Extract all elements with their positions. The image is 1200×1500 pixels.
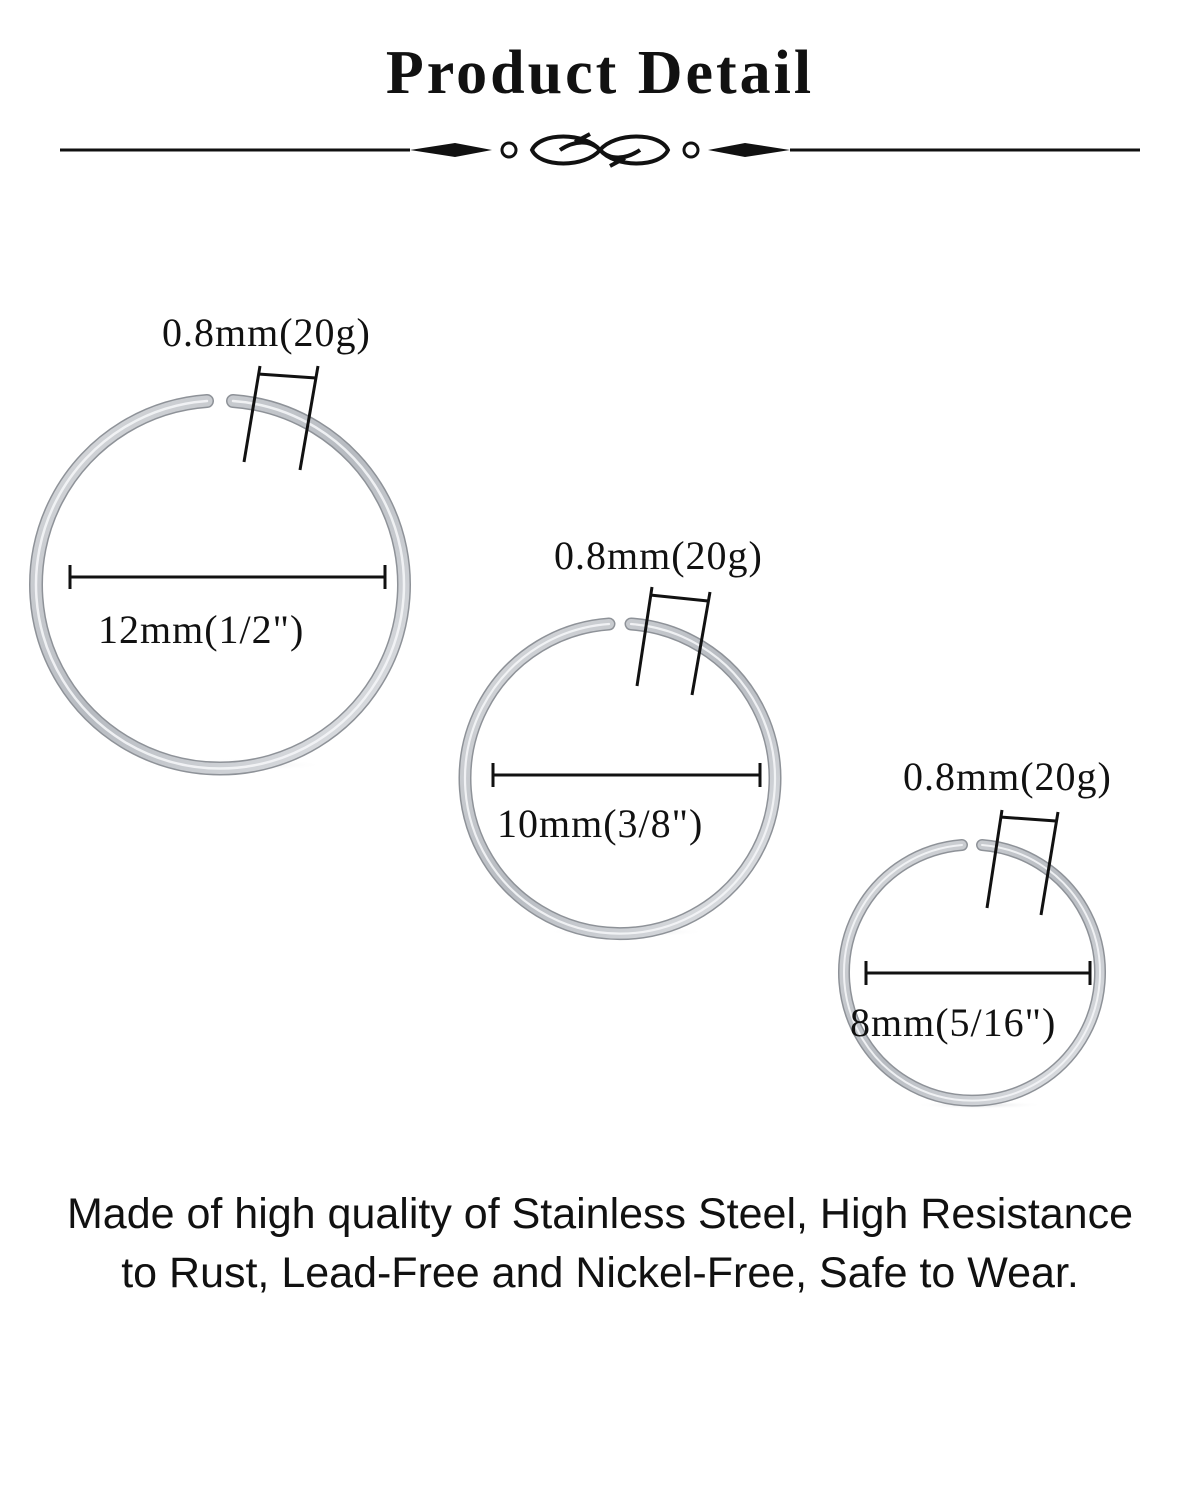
diameter-label-small: 8mm(5/16") <box>850 1000 1057 1045</box>
gauge-label-large: 0.8mm(20g) <box>162 310 371 355</box>
ring-small <box>844 845 1100 1109</box>
page-title: Product Detail <box>385 39 815 107</box>
diameter-label-large: 12mm(1/2") <box>98 607 305 652</box>
gauge-label-small: 0.8mm(20g) <box>903 754 1112 799</box>
ornament-divider <box>60 134 1140 166</box>
gauge-label-medium: 0.8mm(20g) <box>554 533 763 578</box>
product-description: Made of high quality of Stainless Steel, High Resistance to Rust, Lead-Free and Nickel-Free, Safe to Wear. <box>66 1190 1134 1297</box>
diameter-label-medium: 10mm(3/8") <box>497 801 704 846</box>
ring-medium <box>465 624 775 937</box>
dimension-lines-small <box>866 810 1090 985</box>
dimension-lines-medium <box>493 587 760 787</box>
ring-large <box>36 401 404 771</box>
